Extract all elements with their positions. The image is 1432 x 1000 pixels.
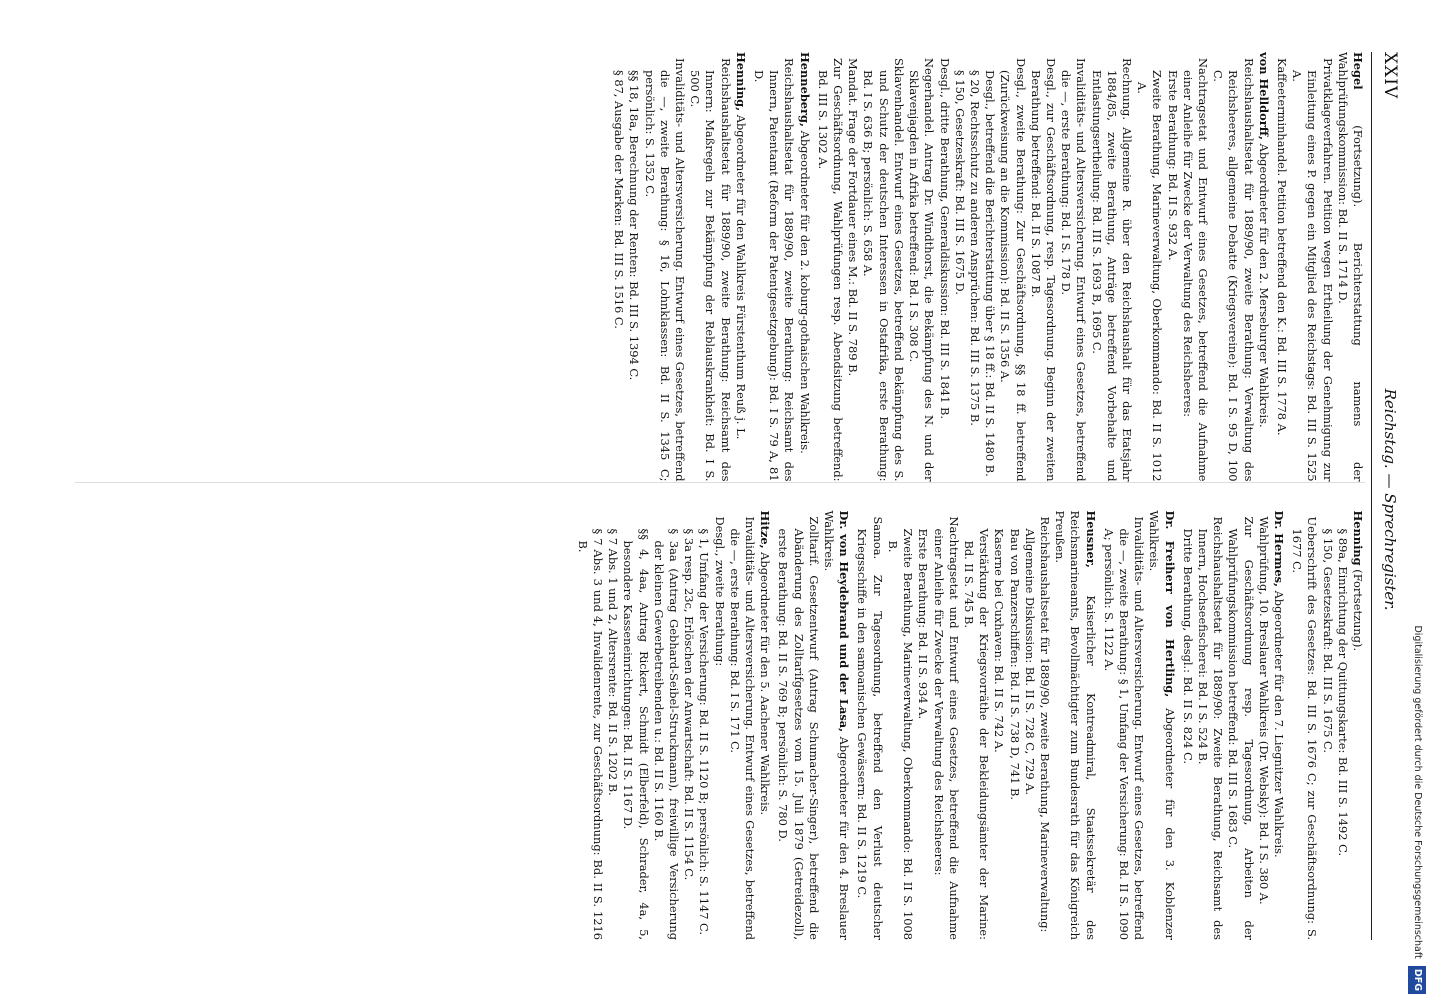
entry-subitem: Wahlprüfung, 10. Breslauer Wahlkreis (Dr. Websky): Bd. I S. 380 A. xyxy=(1256,516,1271,905)
entry-name: Henneberg, xyxy=(797,52,812,127)
entry-subitem: Kaserne bei Cuxhaven: Bd. II S. 742 A. xyxy=(992,528,1007,753)
entry-text: Abgeordneter für den 2. Merseburger Wahlkreis. xyxy=(1256,143,1271,428)
entry-text: (Fortsetzung). xyxy=(1351,569,1365,652)
page-header xyxy=(1371,52,1400,940)
entry-text: Abgeordneter für den 4. Breslauer Wahlkreis. xyxy=(822,510,852,940)
register-entry xyxy=(611,52,748,482)
column-right xyxy=(75,511,1365,941)
entry-subitem: § 89a, Einrichtung der Quittungskarte: Bd. III S. 1492 C. xyxy=(1335,528,1350,857)
running-title: Reichstag. — Sprechregister. xyxy=(1381,388,1399,611)
entry-text: Abgeordneter für den 3. Koblenzer Wahlkreis. xyxy=(1147,510,1177,940)
entry-name: Henning xyxy=(1351,510,1365,566)
register-entry xyxy=(751,52,812,482)
entry-subitem: Nachtragsetat und Entwurf eines Gesetzes, betreffend die Aufnahme einer Anleihe für Zwecke der Verwaltung des Reichsheeres: xyxy=(1180,58,1210,482)
entry-subitem: §§ 18, 18a, Berechnung der Renten: Bd. III S. 1394 C. xyxy=(627,70,642,381)
entry-subitem: Zur Geschäftsordnung, Wahlprüfungen resp. Abendsitzung betreffend: Bd. III S. 1302 A. xyxy=(815,58,846,482)
entry-subitem: § 7 Abs. 1 und 2, Altersrente: Bd. II S. 1202 B. xyxy=(606,528,621,796)
entry-subitem: Zolltarif. Gesetzentwurf (Antrag Schumacher-Singer), betreffend die Abänderung des Zolltarifgesetzes vom 15. Juli 1879 (Getreidezoll), erste Berathung: Bd. II S. 769 B; persönlich: S. 780 D. xyxy=(776,516,821,940)
entry-subitem: Desgl., betreffend die Berichterstattung über § 18 ff.: Bd. II S. 1480 B. xyxy=(983,70,998,477)
entry-subitem: Kaffeeterminhandel. Petition betreffend den K.: Bd. III S. 1778 A. xyxy=(1274,58,1289,436)
entry-subitem: Reichshaushaltsetat für 1889/90, zweite Berathung: Verwaltung des Reichsheeres, allgemeine Debatte (Kriegsvereine): Bd. I S. 95 D, 100 C. xyxy=(1211,58,1256,482)
entry-subitem: Desgl., dritte Berathung, Generaldiskussion: Bd. III S. 1841 B. xyxy=(937,58,952,419)
register-entry xyxy=(1101,511,1177,941)
entry-subitem: Mandat. Frage der Fortdauer eines M.: Bd. II S. 789 B. xyxy=(846,58,861,377)
entry-subitem: Zweite Berathung, Marineverwaltung, Oberkommando: Bd. II S. 1012 A. xyxy=(1135,70,1165,482)
entry-subitem: Rechnung. Allgemeine R. über den Reichshaushalt für das Etatsjahr 1884/85, zweite Berathung, Anträge betreffend Vorbehalte und Entlastungsertheilung: Bd. III S. 1693 B, 1695 C. xyxy=(1089,58,1134,482)
entry-subitem: Invaliditäts- und Altersversicherung. Entwurf eines Gesetzes, betreffend die —, zweite Berathung: § 1, Umfang der Versicherung: Bd. II S. 1090 A; persönlich: S. 1122 A. xyxy=(1101,516,1147,940)
register-entry xyxy=(575,511,773,941)
entry-subitem: Erste Berathung: Bd. II S. 932 A. xyxy=(1165,70,1180,261)
entry-subitem: Sklavenhandel. Entwurf eines Gesetzes, betreffend Bekämpfung des S. und Schutz der deutschen Interessen in Ostafrika, erste Berathung: Bd. I S. 636 B; persönlich: S. 658 A. xyxy=(861,58,906,482)
credit-text: Digitalisierung gefördert durch die Deutsche Forschungsgemeinschaft xyxy=(1412,625,1423,959)
entry-subitem: § 87, Ausgabe der Marken: Bd. III S. 1516 C. xyxy=(612,70,627,329)
entry-subitem: Reichshaushaltsetat für 1889/90, zweite Berathung: Reichsamt des Innern, Patentamt (Reform der Patentgesetzgebung): Bd. I S. 79 A, 81 D. xyxy=(752,58,797,482)
entry-subitem: Erste Berathung: Bd. II S. 934 A. xyxy=(916,528,931,720)
entry-name: Dr. Freiherr von Hertling, xyxy=(1162,510,1177,698)
entry-subitem: Verstärkung der Kriegsvorräthe der Bekleidungsämter der Marine: Bd. II S. 745 B. xyxy=(961,528,992,940)
entry-subitem: Reichshaushaltsetat für 1889/90, zweite Berathung, Marineverwaltung: xyxy=(1037,516,1052,933)
entry-subitem: Ueberschrift des Gesetzes: Bd. III S. 1676 C; zur Geschäftsordnung: S. 1677 C. xyxy=(1290,516,1320,940)
register-entry xyxy=(815,52,1271,482)
entry-subitem: Samoa. Zur Tagesordnung, betreffend den Verlust deutscher Kriegsschiffe in den samoanischen Gewässern: Bd. II S. 1219 C. xyxy=(855,516,885,940)
entry-text: Abgeordneter für den 5. Aachener Wahlkreis. xyxy=(758,552,773,816)
entry-text: Abgeordneter für den 2. koburg-gothaischen Wahlkreis. xyxy=(797,130,812,454)
column-left xyxy=(75,52,1365,483)
entry-subitem: Reichshaushaltsetat für 1889/90, zweite Berathung: Reichsamt des Innern: Maßregeln zur Bekämpfung der Reblauskrankheit: Bd. I S. 500 C. xyxy=(688,58,733,482)
entry-subitem: Zur Geschäftsordnung resp. Tagesordnung, Arbeiten der Wahlprüfungskommission betreffend: Bd. III S. 1683 C. xyxy=(1226,516,1256,940)
entry-subitem: Dritte Berathung, desgl.: Bd. II S. 824 C. xyxy=(1180,528,1195,765)
register-entry xyxy=(1274,52,1365,482)
page-number: XXIV xyxy=(1380,52,1400,100)
entry-subitem: Invaliditäts- und Altersversicherung. Entwurf eines Gesetzes, betreffend die —, erste Berathung: Bd. I S. 178 D. xyxy=(1059,58,1089,482)
register-columns xyxy=(75,52,1365,940)
entry-subitem: § 150, Gesetzeskraft: Bd. III S. 1675 C. xyxy=(1320,528,1335,753)
entry-text: Abgeordneter für den Wahlkreis Fürstenthum Reuß j. L. xyxy=(733,114,748,440)
entry-subitem: Reichshaushaltsetat für 1889/90: Zweite Berathung, Reichsamt des Innern, Hochseefischerei: Bd. I S. 524 B. xyxy=(1195,516,1226,940)
entry-subitem: Invaliditäts- und Altersversicherung. Entwurf eines Gesetzes, betreffend die —, zweite Berathung: § 16, Lohnklassen: Bd. II S. 1345 C; persönlich: S. 1352 C. xyxy=(642,58,688,482)
entry-subitem: § 1, Umfang der Versicherung: Bd. II S. 1120 B; persönlich: S. 1147 C. xyxy=(697,528,712,935)
entry-subitem: § 3a resp. 23c, Erlöschen der Anwartschaft: Bd. II S. 1154 C. xyxy=(682,528,697,881)
entry-subitem: Bau von Panzerschiffen: Bd. II S. 738 D, 741 B. xyxy=(1007,528,1022,801)
entry-name: Dr. von Heydebrand und der Lasa, xyxy=(837,510,852,733)
digitisation-sidebar xyxy=(1408,6,1426,994)
digitisation-credit xyxy=(1408,6,1426,994)
entry-subitem: § 150, Gesetzeskraft: Bd. III S. 1675 D. xyxy=(952,70,967,295)
entry-subitem: §§ 4, 4aa, Antrag Rickert, Schmidt (Elberfeld), Schrader, 4a, 5, besondere Kasseneinrichtungen: Bd. II S. 1167 D. xyxy=(621,528,651,940)
entry-text: Kaiserlicher Kontreadmiral, Staatssekretär des Reichsmarineamts, Bevollmächtigter zum Bundesrath für das Königreich Preußen. xyxy=(1053,510,1098,940)
entry-subitem: Zweite Berathung, Marineverwaltung, Oberkommando: Bd. II S. 1008 B. xyxy=(885,528,916,940)
entry-name: Henning, xyxy=(733,52,748,112)
entry-name: Hegel xyxy=(1351,52,1365,90)
entry-subitem: Invaliditäts- und Altersversicherung. Entwurf eines Gesetzes, betreffend die —, erste Berathung: Bd. I S. 171 C. xyxy=(727,516,758,940)
entry-subitem: Nachtragsetat und Entwurf eines Gesetzes, betreffend die Aufnahme einer Anleihe für Zwecke der Verwaltung des Reichsheeres: xyxy=(931,516,961,940)
entry-subitem: Allgemeine Diskussion: Bd. II S. 728 C, 729 A. xyxy=(1022,528,1037,796)
entry-name: Heusner, xyxy=(1083,510,1098,568)
entry-subitem: Desgl., zweite Berathung: Zur Geschäftsordnung, §§ 18 ff. betreffend (Zurückweisung an die Kommission): Bd. II S. 1356 A. xyxy=(998,58,1028,482)
entry-name: Hitze, xyxy=(758,510,773,549)
entry-subitem: Privatklageverfahren. Petition wegen Ertheilung der Genehmigung zur Einleitung eines P. gegen ein Mitglied des Reichstags: Bd. III S. 1525 A. xyxy=(1290,58,1335,482)
register-entry xyxy=(1289,511,1365,941)
register-entry xyxy=(854,511,1097,941)
entry-text: (Fortsetzung). Berichterstattung namens der Wahlprüfungskommission: Bd. II S. 1714 D. xyxy=(1335,52,1365,482)
register-entry xyxy=(1180,511,1286,941)
entry-text: Abgeordneter für den 7. Liegnitzer Wahlkreis. xyxy=(1271,590,1286,858)
entry-subitem: § 20, Rechtsschutz zu anderen Ansprüchen: Bd. III S. 1375 B. xyxy=(967,70,982,426)
dfg-logo: DFG xyxy=(1408,966,1426,994)
entry-subitem: Desgl., zweite Berathung: xyxy=(712,516,727,667)
register-entry xyxy=(775,511,851,941)
entry-subitem: § 3aa (Antrag Gebhard-Seibel-Struckmann), freiwillige Versicherung der kleinen Gewerbetreibenden u.: Bd. II S. 1160 B. xyxy=(651,528,682,940)
entry-name: von Helldorff, xyxy=(1256,52,1271,141)
entry-subitem: Desgl., zur Geschäftsordnung, resp. Tagesordnung. Beginn der zweiten Berathung betreffend: Bd. II S. 1087 B. xyxy=(1028,58,1058,482)
entry-name: Dr. Hermes, xyxy=(1271,510,1286,587)
entry-subitem: Negerhandel. Antrag Dr. Windthorst, die Bekämpfung des N. und der Sklavenjagden in Afrika betreffend: Bd. I S. 308 C. xyxy=(907,58,937,482)
entry-subitem: § 7 Abs. 3 und 4, Invalidenrente, zur Geschäftsordnung: Bd. II S. 1216 B. xyxy=(575,528,606,940)
